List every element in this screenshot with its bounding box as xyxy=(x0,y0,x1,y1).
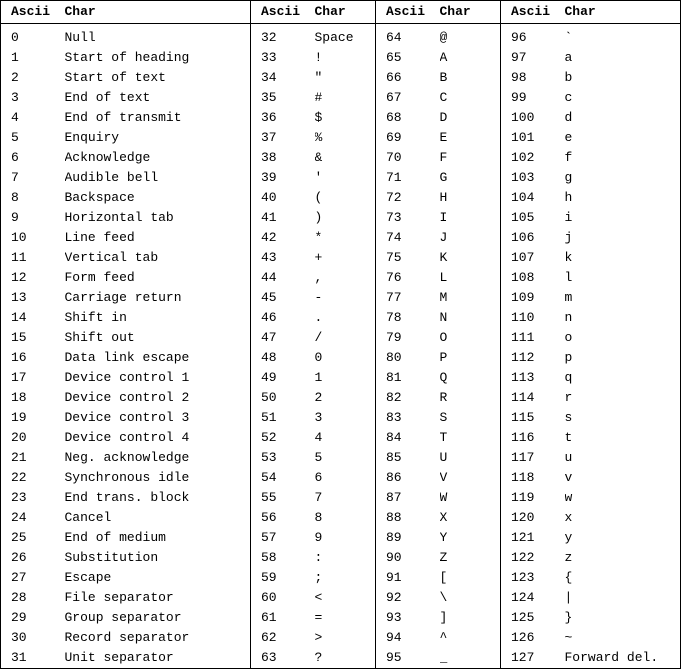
char-cell: c xyxy=(564,90,573,105)
ascii-code-cell: 20 xyxy=(11,430,27,445)
char-cell: w xyxy=(564,490,573,505)
ascii-code-cell: 47 xyxy=(251,328,315,348)
ascii-code-cell: 98 xyxy=(501,68,565,88)
char-cell: Synchronous idle xyxy=(64,470,190,485)
table-row xyxy=(1,148,681,168)
char-cell: ! xyxy=(314,50,323,65)
ascii-code-cell: 67 xyxy=(376,88,440,108)
char-cell: d xyxy=(564,110,573,125)
ascii-code-cell: 99 xyxy=(501,88,565,108)
char-cell: h xyxy=(564,190,573,205)
ascii-code-cell: 108 xyxy=(501,268,565,288)
char-cell: j xyxy=(564,230,573,245)
ascii-code-cell: 97 xyxy=(501,48,565,68)
char-cell: 7 xyxy=(314,490,323,505)
ascii-code-cell: 43 xyxy=(251,248,315,268)
char-cell: g xyxy=(564,170,573,185)
char-cell: End of medium xyxy=(64,530,166,545)
ascii-code-cell: 39 xyxy=(251,168,315,188)
char-cell: O xyxy=(439,330,448,345)
ascii-code-cell: 59 xyxy=(251,568,315,588)
table-row xyxy=(1,24,681,49)
ascii-code-cell: 117 xyxy=(501,448,565,468)
ascii-code-cell: 45 xyxy=(251,288,315,308)
char-cell: Start of heading xyxy=(64,50,190,65)
ascii-header: Ascii xyxy=(376,1,440,24)
ascii-code-cell: 125 xyxy=(501,608,565,628)
table-row xyxy=(1,428,681,448)
char-cell: > xyxy=(314,630,323,645)
ascii-code-cell: 74 xyxy=(376,228,440,248)
char-cell: : xyxy=(314,550,323,565)
table-row xyxy=(1,348,681,368)
char-cell: < xyxy=(314,590,323,605)
char-cell: $ xyxy=(314,110,323,125)
ascii-code-cell: 11 xyxy=(11,250,27,265)
ascii-code-cell: 90 xyxy=(376,548,440,568)
char-cell: / xyxy=(314,330,323,345)
ascii-code-cell: 58 xyxy=(251,548,315,568)
ascii-code-cell: 119 xyxy=(501,488,565,508)
ascii-code-cell: 113 xyxy=(501,368,565,388)
ascii-code-cell: 2 xyxy=(11,70,19,85)
char-cell: 9 xyxy=(314,530,323,545)
ascii-code-cell: 46 xyxy=(251,308,315,328)
table-row xyxy=(1,108,681,128)
char-cell: - xyxy=(314,290,323,305)
char-cell: ? xyxy=(314,650,323,665)
table-row xyxy=(1,528,681,548)
ascii-code-cell: 49 xyxy=(251,368,315,388)
char-cell: m xyxy=(564,290,573,305)
ascii-code-cell: 75 xyxy=(376,248,440,268)
table-row xyxy=(1,608,681,628)
ascii-code-cell: 55 xyxy=(251,488,315,508)
ascii-code-cell: 107 xyxy=(501,248,565,268)
char-cell: Unit separator xyxy=(64,650,174,665)
char-cell: End of transmit xyxy=(64,110,182,125)
table-row xyxy=(1,188,681,208)
ascii-code-cell: 3 xyxy=(11,90,19,105)
table-row xyxy=(1,468,681,488)
char-cell: N xyxy=(439,310,448,325)
char-cell: & xyxy=(314,150,323,165)
char-cell: J xyxy=(439,230,448,245)
char-cell: T xyxy=(439,430,448,445)
ascii-code-cell: 16 xyxy=(11,350,27,365)
ascii-code-cell: 70 xyxy=(376,148,440,168)
ascii-code-cell: 15 xyxy=(11,330,27,345)
char-cell: Device control 3 xyxy=(64,410,190,425)
char-cell: 3 xyxy=(314,410,323,425)
char-cell: Record separator xyxy=(64,630,190,645)
char-cell: Y xyxy=(439,530,448,545)
char-cell: 1 xyxy=(314,370,323,385)
table-row xyxy=(1,588,681,608)
ascii-code-cell: 94 xyxy=(376,628,440,648)
ascii-code-cell: 112 xyxy=(501,348,565,368)
char-cell: V xyxy=(439,470,448,485)
char-cell: 4 xyxy=(314,430,323,445)
ascii-code-cell: 95 xyxy=(376,648,440,669)
ascii-code-cell: 76 xyxy=(376,268,440,288)
char-cell: Backspace xyxy=(64,190,135,205)
table-row xyxy=(1,48,681,68)
ascii-code-cell: 69 xyxy=(376,128,440,148)
char-cell: n xyxy=(564,310,573,325)
ascii-code-cell: 110 xyxy=(501,308,565,328)
ascii-code-cell: 1 xyxy=(11,50,19,65)
char-cell: S xyxy=(439,410,448,425)
ascii-code-cell: 68 xyxy=(376,108,440,128)
ascii-code-cell: 109 xyxy=(501,288,565,308)
char-cell: Enquiry xyxy=(64,130,120,145)
ascii-code-cell: 29 xyxy=(11,610,27,625)
ascii-code-cell: 126 xyxy=(501,628,565,648)
char-cell: End of text xyxy=(64,90,151,105)
char-cell: Null xyxy=(64,30,96,45)
char-cell: f xyxy=(564,150,573,165)
ascii-code-cell: 79 xyxy=(376,328,440,348)
ascii-code-cell: 14 xyxy=(11,310,27,325)
ascii-code-cell: 101 xyxy=(501,128,565,148)
ascii-code-cell: 65 xyxy=(376,48,440,68)
ascii-header: Ascii xyxy=(1,1,65,24)
char-cell: Device control 4 xyxy=(64,430,190,445)
ascii-code-cell: 121 xyxy=(501,528,565,548)
ascii-code-cell: 81 xyxy=(376,368,440,388)
ascii-code-cell: 127 xyxy=(501,648,565,669)
char-cell: t xyxy=(564,430,573,445)
char-cell: } xyxy=(564,610,573,625)
char-cell: Form feed xyxy=(64,270,135,285)
char-cell: File separator xyxy=(64,590,174,605)
ascii-code-cell: 9 xyxy=(11,210,19,225)
table-row xyxy=(1,448,681,468)
char-cell: 8 xyxy=(314,510,323,525)
char-cell: Z xyxy=(439,550,448,565)
ascii-code-cell: 28 xyxy=(11,590,27,605)
char-cell: End trans. block xyxy=(64,490,190,505)
ascii-code-cell: 83 xyxy=(376,408,440,428)
ascii-code-cell: 19 xyxy=(11,410,27,425)
char-cell: Cancel xyxy=(64,510,112,525)
ascii-code-cell: 60 xyxy=(251,588,315,608)
ascii-code-cell: 63 xyxy=(251,648,315,669)
ascii-code-cell: 35 xyxy=(251,88,315,108)
ascii-code-cell: 17 xyxy=(11,370,27,385)
ascii-code-cell: 37 xyxy=(251,128,315,148)
char-cell: , xyxy=(314,270,323,285)
char-cell: ] xyxy=(439,610,448,625)
char-cell: p xyxy=(564,350,573,365)
table-row xyxy=(1,368,681,388)
char-cell: s xyxy=(564,410,573,425)
ascii-code-cell: 64 xyxy=(376,24,440,49)
ascii-code-cell: 10 xyxy=(11,230,27,245)
table-body xyxy=(1,24,681,669)
ascii-code-cell: 12 xyxy=(11,270,27,285)
char-cell: U xyxy=(439,450,448,465)
char-cell: D xyxy=(439,110,448,125)
ascii-code-cell: 38 xyxy=(251,148,315,168)
char-cell: x xyxy=(564,510,573,525)
ascii-code-cell: 40 xyxy=(251,188,315,208)
char-header: Char xyxy=(65,1,251,24)
table-row xyxy=(1,88,681,108)
char-cell: R xyxy=(439,390,448,405)
ascii-code-cell: 25 xyxy=(11,530,27,545)
table-row xyxy=(1,128,681,148)
char-cell: A xyxy=(439,50,448,65)
table-row xyxy=(1,268,681,288)
ascii-header: Ascii xyxy=(251,1,315,24)
char-cell: = xyxy=(314,610,323,625)
ascii-code-cell: 23 xyxy=(11,490,27,505)
char-cell: Start of text xyxy=(64,70,166,85)
ascii-code-cell: 30 xyxy=(11,630,27,645)
char-cell: u xyxy=(564,450,573,465)
ascii-code-cell: 18 xyxy=(11,390,27,405)
char-cell: Device control 2 xyxy=(64,390,190,405)
table-row xyxy=(1,548,681,568)
ascii-code-cell: 13 xyxy=(11,290,27,305)
char-cell: o xyxy=(564,330,573,345)
ascii-code-cell: 41 xyxy=(251,208,315,228)
char-cell: i xyxy=(564,210,573,225)
char-cell: a xyxy=(564,50,573,65)
table-row xyxy=(1,168,681,188)
char-cell: y xyxy=(564,530,573,545)
table-row xyxy=(1,508,681,528)
char-cell: e xyxy=(564,130,573,145)
char-cell: Group separator xyxy=(64,610,182,625)
char-cell: * xyxy=(314,230,323,245)
char-cell: Substitution xyxy=(64,550,159,565)
char-cell: v xyxy=(564,470,573,485)
char-cell: ) xyxy=(314,210,323,225)
ascii-code-cell: 96 xyxy=(501,24,565,49)
char-header: Char xyxy=(315,1,376,24)
char-cell: | xyxy=(564,590,573,605)
char-cell: Shift out xyxy=(64,330,135,345)
char-cell: ( xyxy=(314,190,323,205)
char-cell: 5 xyxy=(314,450,323,465)
char-cell: # xyxy=(314,90,323,105)
char-cell: Q xyxy=(439,370,448,385)
ascii-code-cell: 105 xyxy=(501,208,565,228)
ascii-code-cell: 33 xyxy=(251,48,315,68)
ascii-code-cell: 61 xyxy=(251,608,315,628)
ascii-code-cell: 21 xyxy=(11,450,27,465)
char-cell: P xyxy=(439,350,448,365)
table-row xyxy=(1,248,681,268)
char-cell: F xyxy=(439,150,448,165)
table-row xyxy=(1,308,681,328)
ascii-code-cell: 84 xyxy=(376,428,440,448)
ascii-code-cell: 22 xyxy=(11,470,27,485)
ascii-code-cell: 122 xyxy=(501,548,565,568)
char-cell: 2 xyxy=(314,390,323,405)
char-cell: Carriage return xyxy=(64,290,182,305)
char-cell: Audible bell xyxy=(64,170,159,185)
ascii-code-cell: 4 xyxy=(11,110,19,125)
ascii-code-cell: 82 xyxy=(376,388,440,408)
char-cell: b xyxy=(564,70,573,85)
char-cell: G xyxy=(439,170,448,185)
table-row xyxy=(1,68,681,88)
char-cell: C xyxy=(439,90,448,105)
ascii-code-cell: 86 xyxy=(376,468,440,488)
ascii-code-cell: 44 xyxy=(251,268,315,288)
ascii-code-cell: 56 xyxy=(251,508,315,528)
ascii-code-cell: 87 xyxy=(376,488,440,508)
ascii-code-cell: 118 xyxy=(501,468,565,488)
ascii-code-cell: 93 xyxy=(376,608,440,628)
ascii-code-cell: 26 xyxy=(11,550,27,565)
char-cell: \ xyxy=(439,590,448,605)
char-cell: Escape xyxy=(64,570,112,585)
char-cell: L xyxy=(439,270,448,285)
ascii-code-cell: 32 xyxy=(251,24,315,49)
table-row xyxy=(1,628,681,648)
ascii-code-cell: 114 xyxy=(501,388,565,408)
char-cell: Acknowledge xyxy=(64,150,151,165)
ascii-code-cell: 89 xyxy=(376,528,440,548)
ascii-code-cell: 115 xyxy=(501,408,565,428)
char-cell: Horizontal tab xyxy=(64,210,174,225)
table-row xyxy=(1,388,681,408)
table-row xyxy=(1,488,681,508)
ascii-code-cell: 100 xyxy=(501,108,565,128)
ascii-code-cell: 7 xyxy=(11,170,19,185)
ascii-code-cell: 88 xyxy=(376,508,440,528)
char-cell: Device control 1 xyxy=(64,370,190,385)
char-cell: @ xyxy=(439,30,448,45)
char-cell: [ xyxy=(439,570,448,585)
char-cell: Neg. acknowledge xyxy=(64,450,190,465)
char-cell: Space xyxy=(314,30,354,45)
char-cell: 6 xyxy=(314,470,323,485)
table-row xyxy=(1,648,681,669)
char-cell: 0 xyxy=(314,350,323,365)
table-row xyxy=(1,288,681,308)
char-cell: k xyxy=(564,250,573,265)
ascii-header: Ascii xyxy=(501,1,565,24)
ascii-code-cell: 42 xyxy=(251,228,315,248)
ascii-code-cell: 91 xyxy=(376,568,440,588)
char-cell: ~ xyxy=(564,630,573,645)
char-cell: ^ xyxy=(439,630,448,645)
ascii-code-cell: 72 xyxy=(376,188,440,208)
ascii-code-cell: 48 xyxy=(251,348,315,368)
ascii-code-cell: 123 xyxy=(501,568,565,588)
ascii-code-cell: 111 xyxy=(501,328,565,348)
ascii-code-cell: 124 xyxy=(501,588,565,608)
ascii-code-cell: 36 xyxy=(251,108,315,128)
ascii-code-cell: 51 xyxy=(251,408,315,428)
table-row xyxy=(1,408,681,428)
ascii-code-cell: 80 xyxy=(376,348,440,368)
header-row xyxy=(1,1,681,24)
char-cell: Vertical tab xyxy=(64,250,159,265)
char-cell: % xyxy=(314,130,323,145)
char-cell: ` xyxy=(564,30,573,45)
ascii-code-cell: 62 xyxy=(251,628,315,648)
ascii-code-cell: 27 xyxy=(11,570,27,585)
char-cell: r xyxy=(564,390,573,405)
char-cell: ' xyxy=(314,170,323,185)
char-cell: q xyxy=(564,370,573,385)
ascii-code-cell: 52 xyxy=(251,428,315,448)
char-cell: Data link escape xyxy=(64,350,190,365)
char-cell: Line feed xyxy=(64,230,135,245)
table-row xyxy=(1,328,681,348)
ascii-code-cell: 77 xyxy=(376,288,440,308)
ascii-code-cell: 5 xyxy=(11,130,19,145)
char-cell: z xyxy=(564,550,573,565)
ascii-code-cell: 54 xyxy=(251,468,315,488)
char-cell: { xyxy=(564,570,573,585)
ascii-code-cell: 71 xyxy=(376,168,440,188)
char-header: Char xyxy=(440,1,501,24)
ascii-code-cell: 0 xyxy=(11,30,19,45)
char-cell: Shift in xyxy=(64,310,127,325)
ascii-code-cell: 8 xyxy=(11,190,19,205)
char-cell: W xyxy=(439,490,448,505)
ascii-code-cell: 104 xyxy=(501,188,565,208)
char-cell: + xyxy=(314,250,323,265)
char-cell: ; xyxy=(314,570,323,585)
char-cell: K xyxy=(439,250,448,265)
char-cell: l xyxy=(564,270,573,285)
ascii-code-cell: 103 xyxy=(501,168,565,188)
ascii-code-cell: 53 xyxy=(251,448,315,468)
char-header: Char xyxy=(565,1,681,24)
ascii-code-cell: 78 xyxy=(376,308,440,328)
ascii-code-cell: 66 xyxy=(376,68,440,88)
ascii-code-cell: 102 xyxy=(501,148,565,168)
table-row xyxy=(1,228,681,248)
char-cell: M xyxy=(439,290,448,305)
ascii-code-cell: 73 xyxy=(376,208,440,228)
table-row xyxy=(1,568,681,588)
ascii-code-cell: 34 xyxy=(251,68,315,88)
char-cell: X xyxy=(439,510,448,525)
char-cell: B xyxy=(439,70,448,85)
ascii-code-cell: 85 xyxy=(376,448,440,468)
char-cell: . xyxy=(314,310,323,325)
ascii-code-cell: 92 xyxy=(376,588,440,608)
ascii-code-cell: 120 xyxy=(501,508,565,528)
char-cell: " xyxy=(314,70,323,85)
ascii-code-cell: 6 xyxy=(11,150,19,165)
ascii-code-cell: 31 xyxy=(11,650,27,665)
ascii-code-cell: 57 xyxy=(251,528,315,548)
char-cell: _ xyxy=(439,650,448,665)
table-row xyxy=(1,208,681,228)
char-cell: E xyxy=(439,130,448,145)
char-cell: I xyxy=(439,210,448,225)
char-cell: Forward del. xyxy=(564,650,659,665)
char-cell: H xyxy=(439,190,448,205)
ascii-code-cell: 24 xyxy=(11,510,27,525)
ascii-code-cell: 50 xyxy=(251,388,315,408)
ascii-code-cell: 116 xyxy=(501,428,565,448)
ascii-code-cell: 106 xyxy=(501,228,565,248)
